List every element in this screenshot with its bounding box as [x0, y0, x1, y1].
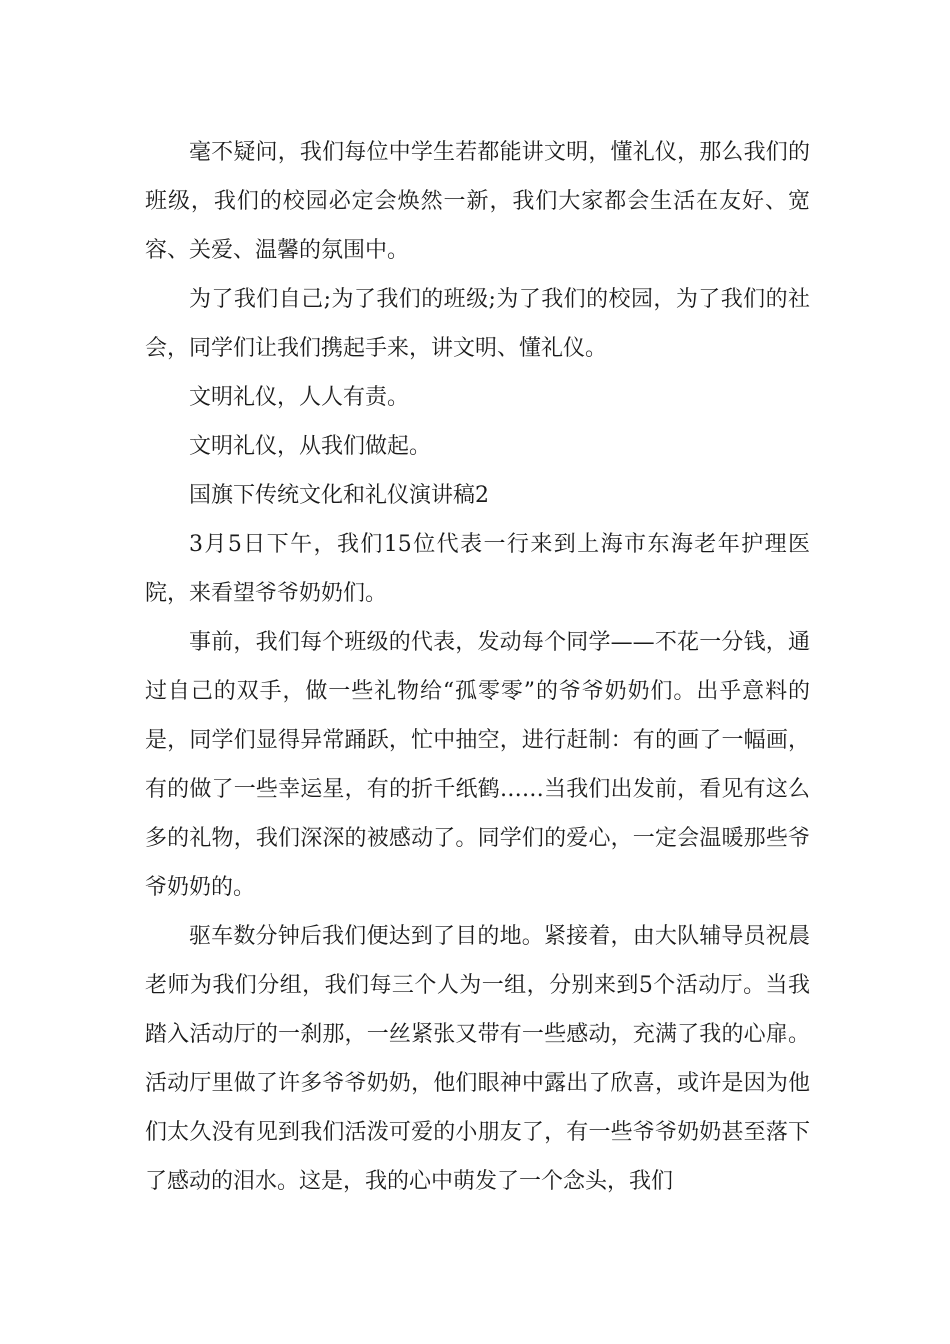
paragraph-etiquette-conclusion: 毫不疑问，我们每位中学生若都能讲文明，懂礼仪，那么我们的班级，我们的校园必定会焕然一新，我们大家都会生活在友好、宽容、关爱、温馨的氛围中。: [145, 140, 810, 263]
paragraph-gift-preparation: 事前，我们每个班级的代表，发动每个同学——不花一分钱，通过自己的双手，做一些礼物给“孤零零”的爷爷奶奶们。出乎意料的是，同学们显得异常踊跃，忙中抽空，进行赶制：有的画了一幅画，有的做了一些幸运星，有的折千纸鹤……当我们出发前，看见有这么多的礼物，我们深深的被感动了。同学们的爱心，一定会温暖那些爷爷奶奶的。: [145, 630, 810, 900]
paragraph-arrival: 驱车数分钟后我们便达到了目的地。紧接着，由大队辅导员祝晨老师为我们分组，我们每三个人为一组，分别来到5个活动厅。当我踏入活动厅的一刹那，一丝紧张又带有一些感动，充满了我的心扉。活动厅里做了许多爷爷奶奶，他们眼神中露出了欣喜，或许是因为他们太久没有见到我们活泼可爱的小朋友了，有一些爷爷奶奶甚至落下了感动的泪水。这是，我的心中萌发了一个念头，我们: [145, 924, 810, 1194]
paragraph-slogan-1: 文明礼仪，人人有责。: [189, 385, 410, 410]
paragraph-call-to-action: 为了我们自己;为了我们的班级;为了我们的校园，为了我们的社会，同学们让我们携起手来，讲文明、懂礼仪。: [145, 287, 810, 361]
section-title: 国旗下传统文化和礼仪演讲稿2: [189, 483, 489, 508]
document-body: [145, 128, 810, 1206]
paragraph-slogan-2: 文明礼仪，从我们做起。: [189, 434, 432, 459]
paragraph-visit-intro: 3月5日下午，我们15位代表一行来到上海市东海老年护理医院，来看望爷爷奶奶们。: [145, 532, 810, 606]
